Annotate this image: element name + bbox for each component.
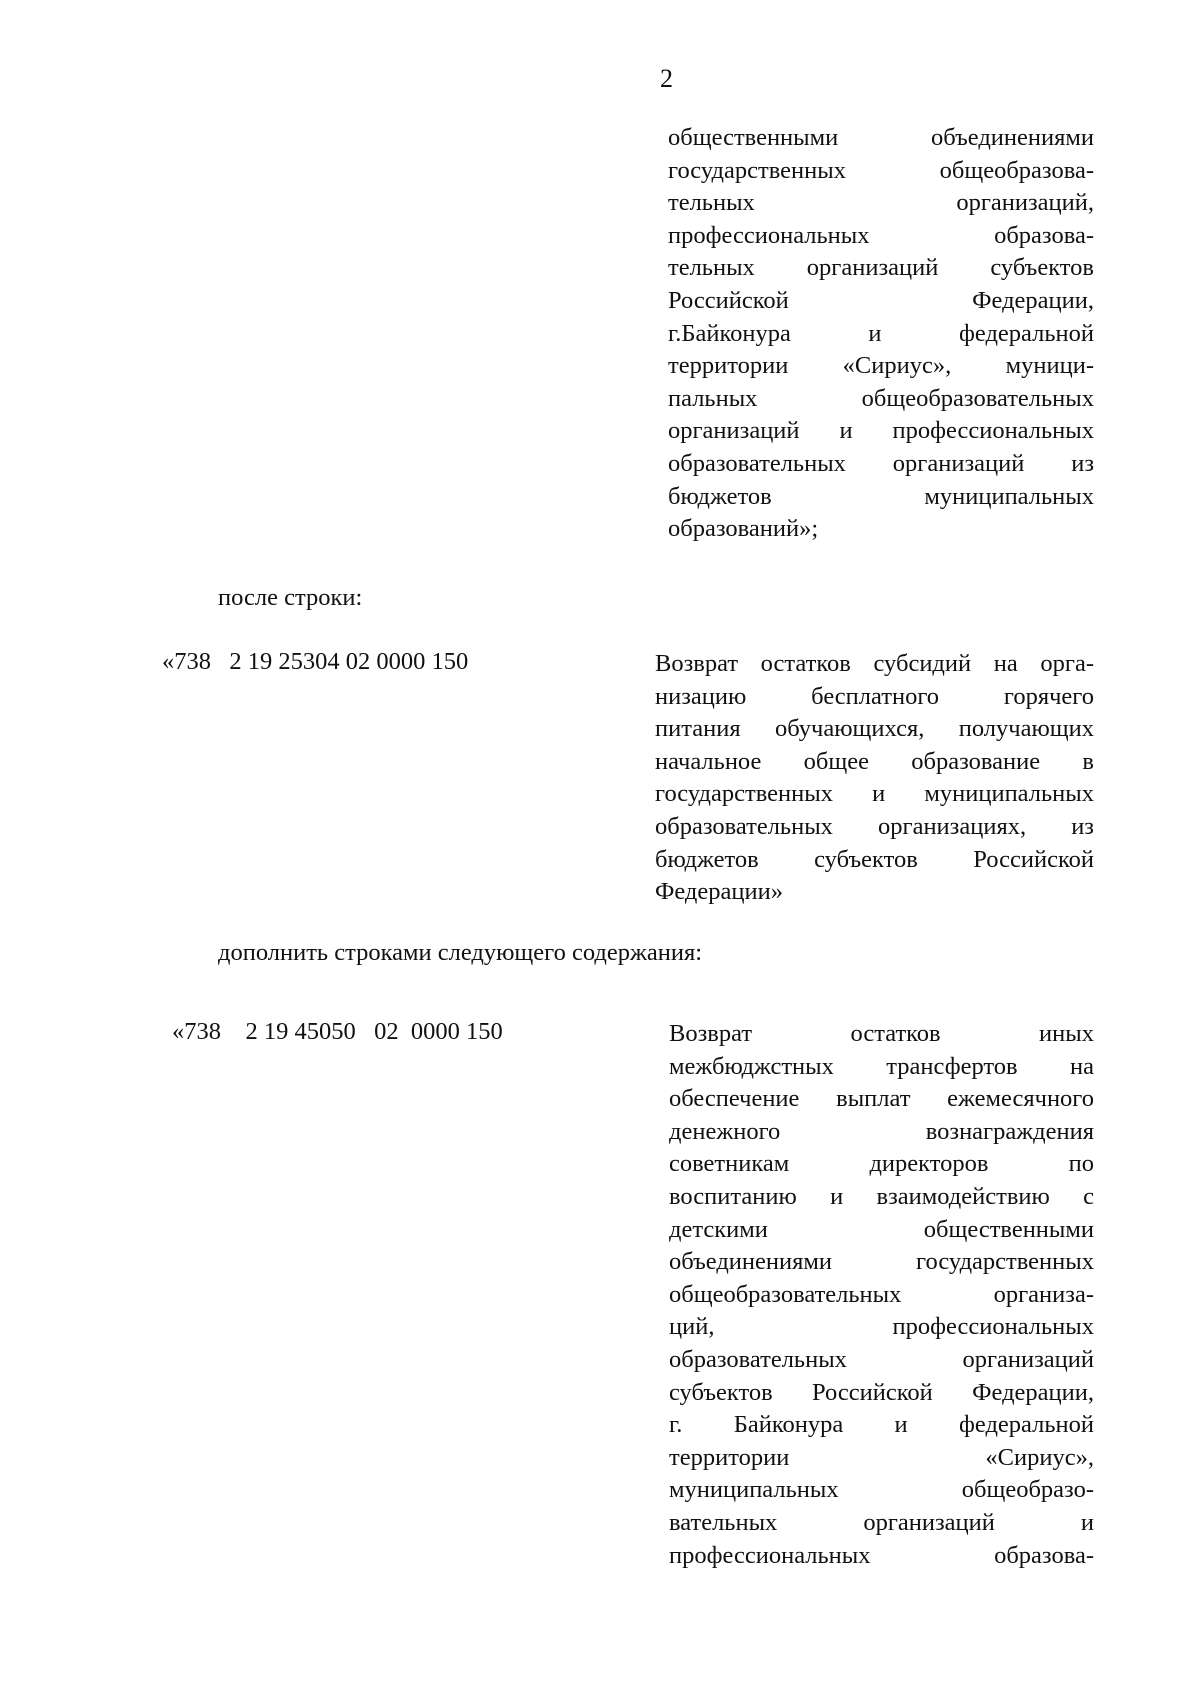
text-line: общественными объединениями <box>668 124 1094 151</box>
supplement-intro: дополнить строками следующего содержания: <box>218 939 703 966</box>
text-line: пальных общеобразовательных <box>668 384 1094 412</box>
text-line: начальное общее образование в <box>655 747 1094 775</box>
text-line: бюджетов субъектов Российской <box>655 845 1094 873</box>
text-line: образовательных организаций <box>669 1345 1094 1373</box>
text-line: обеспечение выплат ежемесячного <box>669 1085 1094 1113</box>
text-line: Возврат остатков субсидий на орга- <box>655 650 1094 677</box>
text-line: общеобразовательных организа- <box>669 1280 1094 1308</box>
text-line: воспитанию и взаимодействию с <box>669 1182 1094 1210</box>
text-line: ций, профессиональных <box>669 1313 1094 1341</box>
text-line: низацию бесплатного горячего <box>655 682 1094 710</box>
text-line: организаций и профессиональных <box>668 417 1094 445</box>
text-line: образований»; <box>668 515 819 543</box>
text-line: вательных организаций и <box>669 1508 1094 1536</box>
text-line: образовательных организациях, из <box>655 812 1094 840</box>
text-line: межбюджстных трансфертов на <box>669 1052 1094 1080</box>
text-line: государственных общеобразова- <box>668 156 1094 184</box>
text-line: бюджетов муниципальных <box>668 482 1094 510</box>
text-line: тельных организаций субъектов <box>668 254 1094 282</box>
page-number: 2 <box>660 64 673 93</box>
text-line: советникам директоров по <box>669 1150 1094 1178</box>
text-line: тельных организаций, <box>668 189 1094 217</box>
text-line: Российской Федерации, <box>668 286 1094 314</box>
text-line: государственных и муниципальных <box>655 780 1094 808</box>
text-line: субъектов Российской Федерации, <box>669 1378 1094 1406</box>
text-line: Федерации» <box>655 878 783 906</box>
text-line: муниципальных общеобразо- <box>669 1476 1094 1504</box>
new-row-code: «738 2 19 45050 02 0000 150 <box>172 1018 503 1045</box>
text-line: профессиональных образова- <box>669 1541 1094 1569</box>
text-line: денежного вознаграждения <box>669 1117 1094 1145</box>
text-line: г.Байконура и федеральной <box>668 319 1094 347</box>
text-line: образовательных организаций из <box>668 449 1094 477</box>
text-line: Возврат остатков иных <box>669 1020 1094 1047</box>
text-line: детскими общественными <box>669 1215 1094 1243</box>
text-line: профессиональных образова- <box>668 221 1094 249</box>
text-line: г. Байконура и федеральной <box>669 1411 1094 1439</box>
after-row-intro: после строки: <box>218 584 363 611</box>
text-line: объединениями государственных <box>669 1248 1094 1276</box>
continuation-description <box>668 122 1094 546</box>
existing-row-description <box>655 648 1094 909</box>
existing-row-code: «738 2 19 25304 02 0000 150 <box>162 648 469 675</box>
text-line: территории «Сириус», <box>669 1443 1094 1471</box>
text-line: территории «Сириус», муници- <box>668 352 1094 380</box>
new-row-description <box>669 1018 1094 1572</box>
text-line: питания обучающихся, получающих <box>655 715 1094 743</box>
